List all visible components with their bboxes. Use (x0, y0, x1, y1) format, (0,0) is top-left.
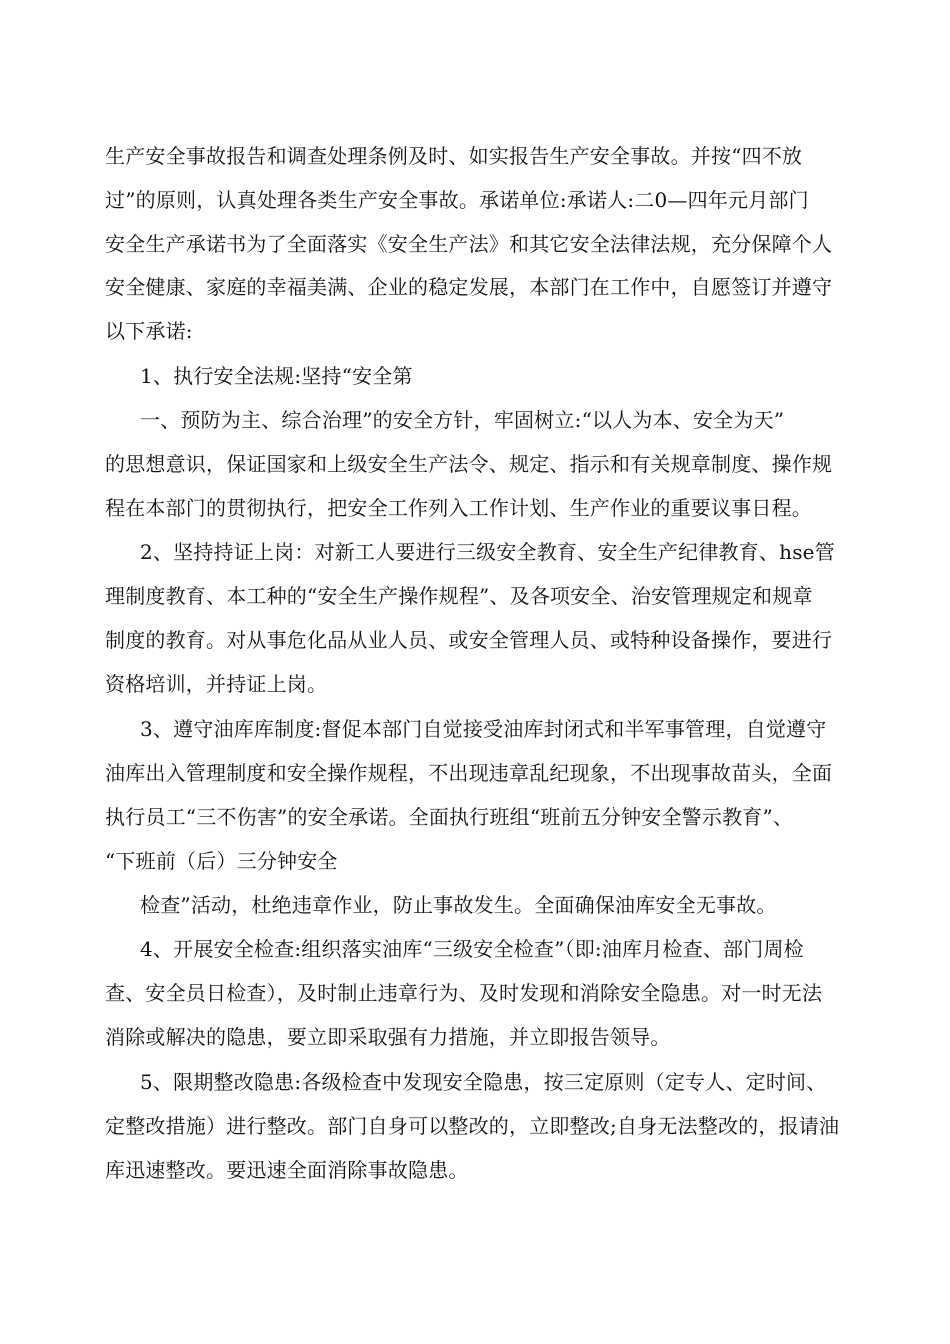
text-line: 1、执行安全法规:坚持“安全第 (140, 364, 413, 388)
text-line: 的思想意识，保证国家和上级安全生产法令、规定、指示和有关规章制度、操作规 (105, 452, 833, 476)
text-line: 油库出入管理制度和安全操作规程，不出现违章乱纪现象，不出现事故苗头，全面 (105, 761, 833, 785)
text-line: 安全生产承诺书为了全面落实《安全生产法》和其它安全法律法规，充分保障个人 (105, 232, 833, 256)
text-line: 执行员工“三不伤害”的安全承诺。全面执行班组“班前五分钟安全警示教育”、 (105, 805, 794, 829)
text-line: 2、坚持持证上岗：对新工人要进行三级安全教育、安全生产纪律教育、hse管 (140, 540, 835, 564)
text-line: 查、安全员日检查），及时制止违章行为、及时发现和消除安全隐患。对一时无法 (105, 981, 823, 1005)
text-line: 5、限期整改隐患:各级检查中发现安全隐患，按三定原则（定专人、定时间、 (140, 1070, 827, 1094)
text-line: 程在本部门的贯彻执行，把安全工作列入工作计划、生产作业的重要议事日程。 (105, 496, 812, 520)
text-line: 生产安全事故报告和调查处理条例及时、如实报告生产安全事故。并按“四不放 (105, 144, 803, 168)
text-line: 理制度教育、本工种的“安全生产操作规程”、及各项安全、治安管理规定和规章 (105, 584, 813, 608)
text-line: 一、预防为主、综合治理”的安全方针，牢固树立:“以人为本、安全为天” (140, 408, 785, 432)
text-line: 定整改措施）进行整改。部门自身可以整改的，立即整改;自身无法整改的，报请油 (105, 1114, 840, 1138)
text-line: 3、遵守油库库制度:督促本部门自觉接受油库封闭式和半军事管理，自觉遵守 (140, 717, 827, 741)
text-line: 4、开展安全检查:组织落实油库“三级安全检查”（即:油库月检查、部门周检 (140, 937, 804, 961)
text-line: 制度的教育。对从事危化品从业人员、或安全管理人员、或特种设备操作，要进行 (105, 628, 833, 652)
text-line: “下班前（后）三分钟安全 (105, 849, 338, 873)
text-line: 库迅速整改。要迅速全面消除事故隐患。 (105, 1158, 469, 1182)
text-line: 过”的原则，认真处理各类生产安全事故。承诺单位:承诺人:二0—四年元月部门 (105, 188, 809, 212)
text-line: 消除或解决的隐患，要立即采取强有力措施，并立即报告领导。 (105, 1025, 671, 1049)
text-line: 检查”活动，杜绝违章作业，防止事故发生。全面确保油库安全无事故。 (140, 893, 777, 917)
text-line: 资格培训，并持证上岗。 (105, 672, 328, 696)
text-line: 安全健康、家庭的幸福美满、企业的稳定发展，本部门在工作中，自愿签订并遵守 (105, 275, 833, 299)
text-line: 以下承诺: (105, 319, 193, 343)
